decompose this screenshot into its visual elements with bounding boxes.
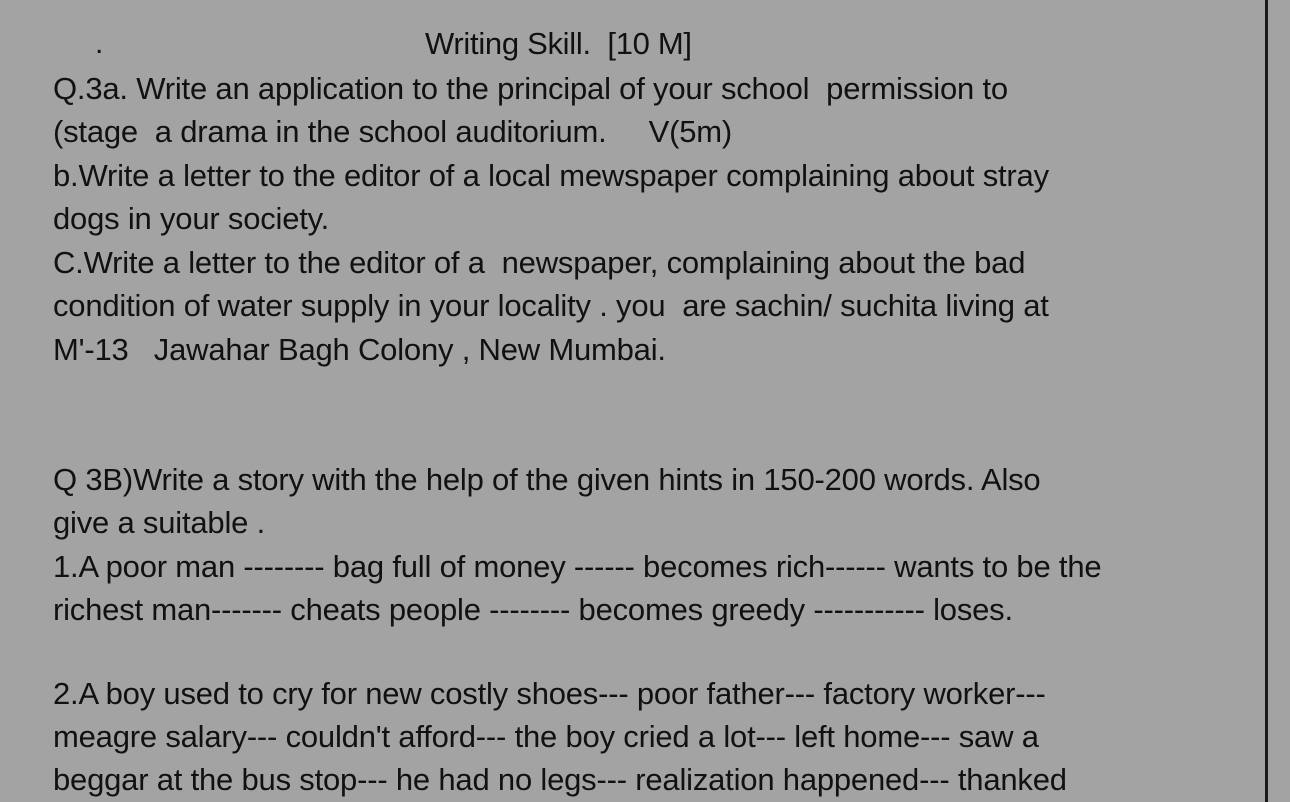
page-edge-rule [1265,0,1268,802]
story-2-line-3: beggar at the bus stop--- he had no legs--- realization happened--- thanked [53,762,1067,797]
q3c-line-3: M'-13 Jawahar Bagh Colony , New Mumbai. [53,332,666,367]
q3c-line-1: C.Write a letter to the editor of a newspaper, complaining about the bad [53,245,1026,280]
q3b-letter-line-2: dogs in your society. [53,201,330,236]
q3a-line-2: (stage a drama in the school auditorium. V(5m) [53,114,732,149]
story-1-line-1: 1.A poor man -------- bag full of money ------ becomes rich------ wants to be the [53,549,1102,584]
q3b-letter-line-1: b.Write a letter to the editor of a local mewspaper complaining about stray [53,158,1049,193]
story-2-line-1: 2.A boy used to cry for new costly shoes--- poor father--- factory worker--- [53,676,1046,711]
q3c-line-2: condition of water supply in your locality . you are sachin/ suchita living at [53,288,1049,323]
q3a-line-1: Q.3a. Write an application to the principal of your school permission to [53,71,1008,106]
story-1-line-2: richest man------- cheats people -------- becomes greedy ----------- loses. [53,592,1013,627]
q3b-story-line-2: give a suitable . [53,505,266,540]
story-2-line-2: meagre salary--- couldn't afford--- the boy cried a lot--- left home--- saw a [53,719,1039,754]
q3b-story-line-1: Q 3B)Write a story with the help of the given hints in 150-200 words. Also [53,462,1041,497]
stray-dot: . [95,27,104,60]
page-title: Writing Skill. [10 M] [425,26,692,61]
